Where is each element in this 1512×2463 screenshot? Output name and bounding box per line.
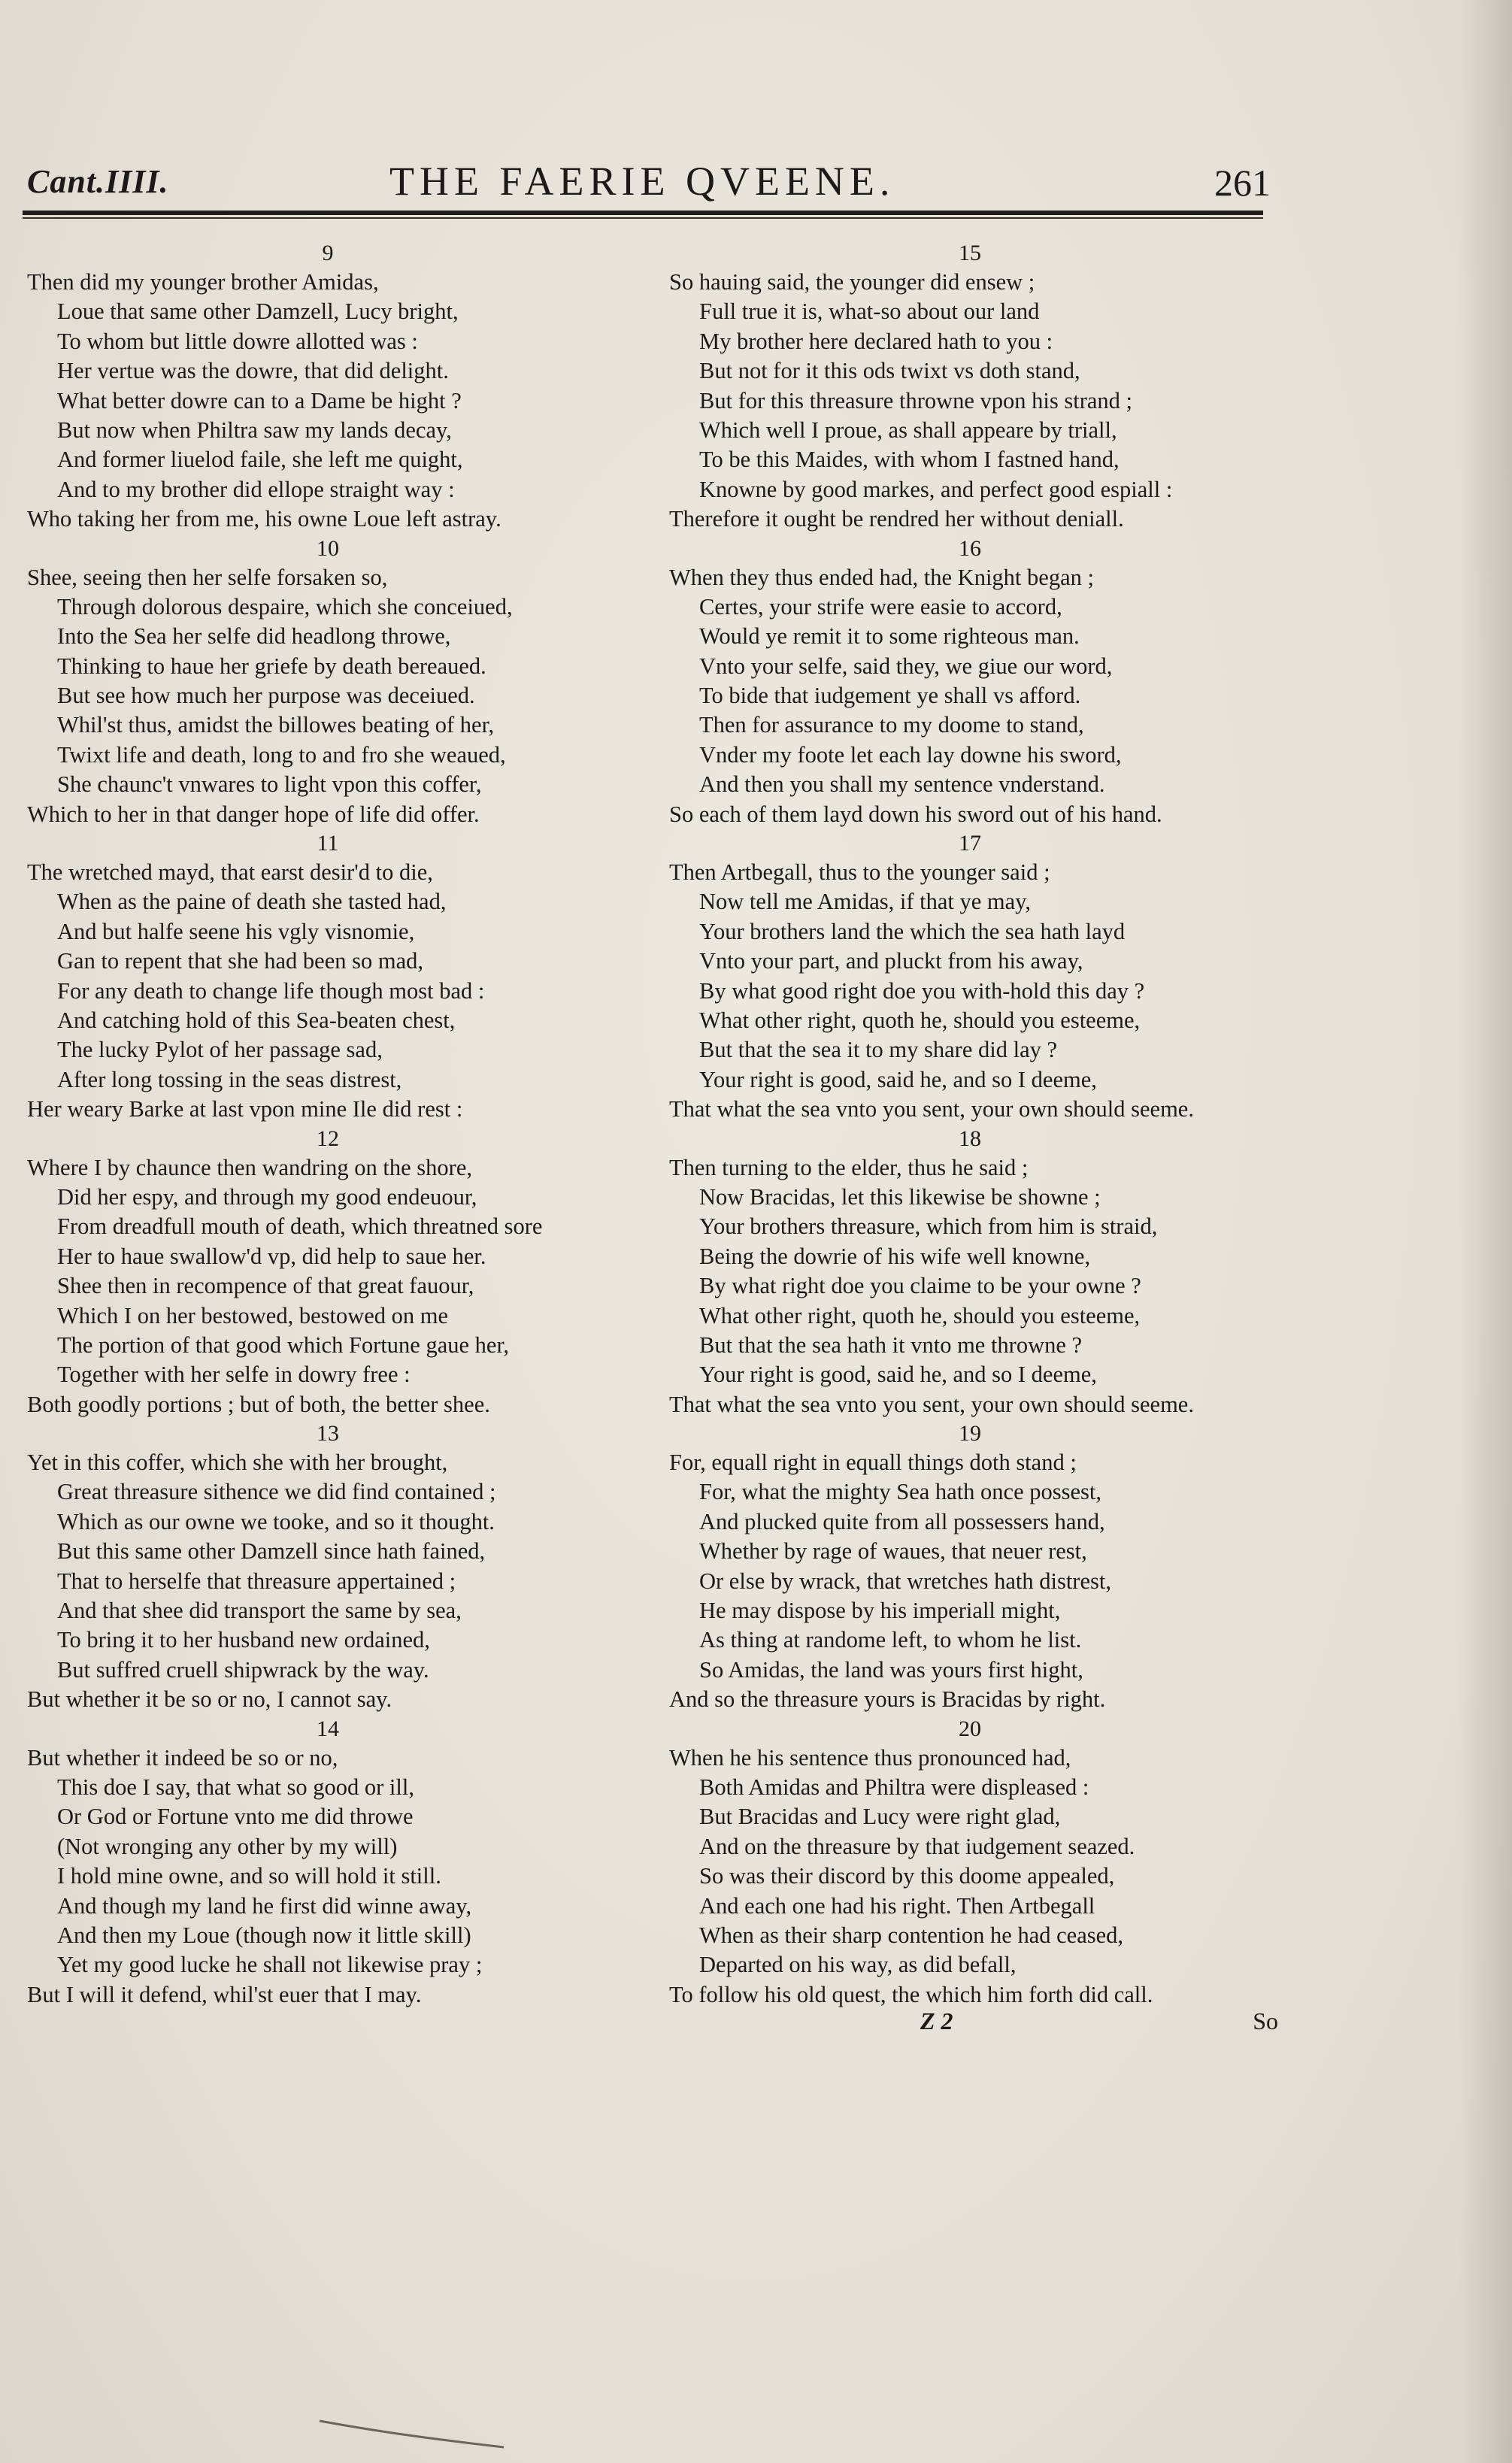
verse-line: He may dispose by his imperiall might, bbox=[699, 1598, 1061, 1624]
verse-line: That to herselfe that threasure appertained ; bbox=[57, 1568, 456, 1594]
verse-line: And that shee did transport the same by sea, bbox=[57, 1598, 462, 1624]
verse-line: Thinking to haue her griefe by death bereaued. bbox=[57, 653, 486, 679]
stanza-number: 15 bbox=[959, 241, 981, 265]
verse-line: Twixt life and death, long to and fro she weaued, bbox=[57, 741, 506, 768]
verse-line: Her weary Barke at last vpon mine Ile did rest : bbox=[27, 1096, 463, 1122]
verse-line: Your right is good, said he, and so I deeme, bbox=[699, 1066, 1097, 1092]
verse-line: After long tossing in the seas distrest, bbox=[57, 1066, 402, 1092]
page-edge-shadow bbox=[1459, 0, 1512, 2463]
verse-line: And former liuelod faile, she left me quight, bbox=[57, 447, 463, 473]
verse-line: And catching hold of this Sea-beaten chest, bbox=[57, 1007, 456, 1033]
verse-line: Into the Sea her selfe did headlong throwe, bbox=[57, 623, 451, 650]
header-rule bbox=[23, 211, 1263, 215]
verse-line: And plucked quite from all possessers hand, bbox=[699, 1508, 1105, 1534]
verse-line: Then did my younger brother Amidas, bbox=[27, 269, 379, 295]
verse-line: Did her espy, and through my good endeuour, bbox=[57, 1183, 477, 1210]
verse-line: When they thus ended had, the Knight began ; bbox=[669, 564, 1094, 590]
stanza-number: 10 bbox=[317, 535, 339, 561]
verse-line: For, equall right in equall things doth stand ; bbox=[669, 1450, 1077, 1476]
verse-line: So each of them layd down his sword out of his hand. bbox=[669, 801, 1162, 827]
ink-stroke-mark bbox=[316, 2406, 511, 2451]
verse-line: And though my land he first did winne away, bbox=[57, 1892, 472, 1919]
verse-line: Departed on his way, as did befall, bbox=[699, 1952, 1017, 1978]
verse-line: And then you shall my sentence vnderstand. bbox=[699, 771, 1105, 798]
verse-line: By what good right doe you with-hold this day ? bbox=[699, 977, 1145, 1004]
verse-line: To be this Maides, with whom I fastned hand, bbox=[699, 447, 1120, 473]
verse-line: But this same other Damzell since hath fained, bbox=[57, 1538, 486, 1565]
verse-line: So hauing said, the younger did ensew ; bbox=[669, 269, 1035, 295]
verse-line: Vnto your part, and pluckt from his away, bbox=[699, 948, 1083, 974]
page-number: 261 bbox=[1214, 162, 1271, 204]
verse-line: But for this threasure throwne vpon his strand ; bbox=[699, 387, 1133, 414]
verse-line: But Bracidas and Lucy were right glad, bbox=[699, 1804, 1061, 1830]
right-column bbox=[669, 239, 1316, 2010]
verse-line: And but halfe seene his vgly visnomie, bbox=[57, 918, 415, 944]
verse-line: Gan to repent that she had been so mad, bbox=[57, 948, 424, 974]
verse-line: Vnto your selfe, said they, we giue our word, bbox=[699, 653, 1113, 679]
verse-line: Then for assurance to my doome to stand, bbox=[699, 712, 1084, 738]
verse-line: I hold mine owne, and so will hold it still. bbox=[57, 1863, 441, 1889]
catchword: So bbox=[1253, 2007, 1278, 2034]
verse-line: Loue that same other Damzell, Lucy bright, bbox=[57, 298, 459, 325]
verse-line: But see how much her purpose was deceiued. bbox=[57, 683, 475, 709]
header-rule-thin bbox=[23, 217, 1263, 219]
page-footer bbox=[902, 2007, 1278, 2042]
verse-line: For, what the mighty Sea hath once possest, bbox=[699, 1479, 1101, 1505]
stanza-number: 19 bbox=[959, 1421, 981, 1447]
verse-line: So was their discord by this doome appealed, bbox=[699, 1863, 1115, 1889]
verse-line: Now tell me Amidas, if that ye may, bbox=[699, 889, 1032, 915]
verse-line: Shee then in recompence of that great fauour, bbox=[57, 1273, 474, 1299]
verse-line: Then turning to the elder, thus he said ; bbox=[669, 1154, 1029, 1180]
verse-line: To bring it to her husband new ordained, bbox=[57, 1627, 430, 1653]
verse-line: Certes, your strife were easie to accord, bbox=[699, 593, 1062, 620]
verse-line: That what the sea vnto you sent, your own should seeme. bbox=[669, 1096, 1194, 1122]
stanza-number: 17 bbox=[959, 831, 981, 856]
verse-line: That what the sea vnto you sent, your own should seeme. bbox=[669, 1391, 1194, 1417]
verse-line: Or else by wrack, that wretches hath distrest, bbox=[699, 1568, 1111, 1594]
verse-line: Her to haue swallow'd vp, did help to saue her. bbox=[57, 1243, 486, 1269]
stanza-number: 13 bbox=[317, 1421, 339, 1447]
stanza-number: 12 bbox=[317, 1125, 339, 1151]
verse-line: Through dolorous despaire, which she conceiued, bbox=[57, 593, 513, 620]
page-header bbox=[23, 158, 1271, 203]
verse-line: And to my brother did ellope straight way : bbox=[57, 476, 455, 502]
verse-line: And then my Loue (though now it little skill) bbox=[57, 1922, 471, 1948]
verse-line: The wretched mayd, that earst desir'd to die, bbox=[27, 859, 433, 886]
verse-line: And so the threasure yours is Bracidas by right. bbox=[669, 1686, 1106, 1713]
verse-line: To bide that iudgement ye shall vs afford. bbox=[699, 683, 1081, 709]
verse-line: Your brothers threasure, which from him is straid, bbox=[699, 1213, 1158, 1240]
verse-line: My brother here declared hath to you : bbox=[699, 328, 1053, 354]
verse-line: Shee, seeing then her selfe forsaken so, bbox=[27, 564, 388, 590]
verse-line: Great threasure sithence we did find contained ; bbox=[57, 1479, 496, 1505]
verse-line: But that the sea hath it vnto me throwne ? bbox=[699, 1331, 1083, 1358]
verse-line: Or God or Fortune vnto me did throwe bbox=[57, 1804, 414, 1830]
running-title: THE FAERIE QVEENE. bbox=[389, 159, 895, 204]
verse-line: When as their sharp contention he had ceased, bbox=[699, 1922, 1124, 1948]
verse-line: The lucky Pylot of her passage sad, bbox=[57, 1037, 383, 1063]
verse-line: The portion of that good which Fortune gaue her, bbox=[57, 1331, 510, 1358]
verse-line: From dreadfull mouth of death, which threatned sore bbox=[57, 1213, 543, 1240]
verse-line: Both Amidas and Philtra were displeased : bbox=[699, 1774, 1089, 1800]
verse-line: But whether it be so or no, I cannot say. bbox=[27, 1686, 392, 1713]
left-column bbox=[27, 239, 674, 2010]
verse-line: Both goodly portions ; but of both, the better shee. bbox=[27, 1391, 490, 1417]
verse-line: Your brothers land the which the sea hath layd bbox=[699, 918, 1126, 944]
verse-line: Which well I proue, as shall appeare by triall, bbox=[699, 417, 1117, 443]
verse-line: Her vertue was the dowre, that did delight. bbox=[57, 358, 449, 384]
verse-line: Vnder my foote let each lay downe his sword, bbox=[699, 741, 1122, 768]
verse-line: Full true it is, what-so about our land bbox=[699, 298, 1040, 325]
verse-line: Now Bracidas, let this likewise be showne ; bbox=[699, 1183, 1101, 1210]
canto-label: Cant.IIII. bbox=[27, 163, 169, 200]
verse-line: Then Artbegall, thus to the younger said ; bbox=[669, 859, 1050, 886]
stanza-number: 14 bbox=[317, 1716, 339, 1741]
verse-line: So Amidas, the land was yours first hight, bbox=[699, 1656, 1083, 1683]
verse-line: Which I on her bestowed, bestowed on me bbox=[57, 1302, 449, 1328]
verse-line: She chaunc't vnwares to light vpon this coffer, bbox=[57, 771, 482, 798]
stanza-number: 11 bbox=[317, 831, 339, 856]
verse-line: Where I by chaunce then wandring on the shore, bbox=[27, 1154, 472, 1180]
verse-line: And each one had his right. Then Artbegall bbox=[699, 1892, 1095, 1919]
verse-line: Your right is good, said he, and so I deeme, bbox=[699, 1362, 1097, 1388]
verse-line: As thing at randome left, to whom he list. bbox=[699, 1627, 1082, 1653]
verse-line: To follow his old quest, the which him forth did call. bbox=[669, 1981, 1153, 2007]
verse-line: Would ye remit it to some righteous man. bbox=[699, 623, 1080, 650]
verse-line: But that the sea it to my share did lay ? bbox=[699, 1037, 1058, 1063]
signature-mark: Z 2 bbox=[920, 2007, 953, 2034]
verse-line: When as the paine of death she tasted had, bbox=[57, 889, 447, 915]
stanza-number: 20 bbox=[959, 1716, 981, 1741]
verse-line: But not for it this ods twixt vs doth stand, bbox=[699, 358, 1080, 384]
verse-line: But now when Philtra saw my lands decay, bbox=[57, 417, 452, 443]
verse-line: When he his sentence thus pronounced had, bbox=[669, 1744, 1071, 1771]
verse-line: This doe I say, that what so good or ill, bbox=[57, 1774, 414, 1800]
verse-line: To whom but little dowre allotted was : bbox=[57, 328, 418, 354]
verse-line: But I will it defend, whil'st euer that I may. bbox=[27, 1981, 422, 2007]
verse-line: By what right doe you claime to be your owne ? bbox=[699, 1273, 1141, 1299]
verse-line: For any death to change life though most bad : bbox=[57, 977, 485, 1004]
verse-line: Whil'st thus, amidst the billowes beating of her, bbox=[57, 712, 495, 738]
verse-line: Which as our owne we tooke, and so it thought. bbox=[57, 1508, 495, 1534]
stanza-number: 9 bbox=[322, 241, 334, 265]
verse-line: Knowne by good markes, and perfect good espiall : bbox=[699, 476, 1173, 502]
verse-line: Who taking her from me, his owne Loue left astray. bbox=[27, 506, 501, 532]
verse-line: Therefore it ought be rendred her without deniall. bbox=[669, 506, 1124, 532]
verse-line: Yet in this coffer, which she with her brought, bbox=[27, 1450, 448, 1476]
stanza-number: 18 bbox=[959, 1125, 981, 1151]
verse-line: But whether it indeed be so or no, bbox=[27, 1744, 338, 1771]
verse-line: What better dowre can to a Dame be hight ? bbox=[57, 387, 462, 414]
verse-line: Together with her selfe in dowry free : bbox=[57, 1362, 411, 1388]
verse-line: Whether by rage of waues, that neuer rest, bbox=[699, 1538, 1087, 1565]
verse-line: Yet my good lucke he shall not likewise pray ; bbox=[57, 1952, 483, 1978]
verse-line: Which to her in that danger hope of life did offer. bbox=[27, 801, 480, 827]
verse-line: What other right, quoth he, should you esteeme, bbox=[699, 1007, 1141, 1033]
verse-line: Being the dowrie of his wife well knowne, bbox=[699, 1243, 1091, 1269]
verse-line: What other right, quoth he, should you esteeme, bbox=[699, 1302, 1141, 1328]
stanza-number: 16 bbox=[959, 535, 981, 561]
verse-line: And on the threasure by that iudgement seazed. bbox=[699, 1833, 1135, 1859]
verse-line: (Not wronging any other by my will) bbox=[57, 1833, 398, 1859]
verse-line: But suffred cruell shipwrack by the way. bbox=[57, 1656, 429, 1683]
